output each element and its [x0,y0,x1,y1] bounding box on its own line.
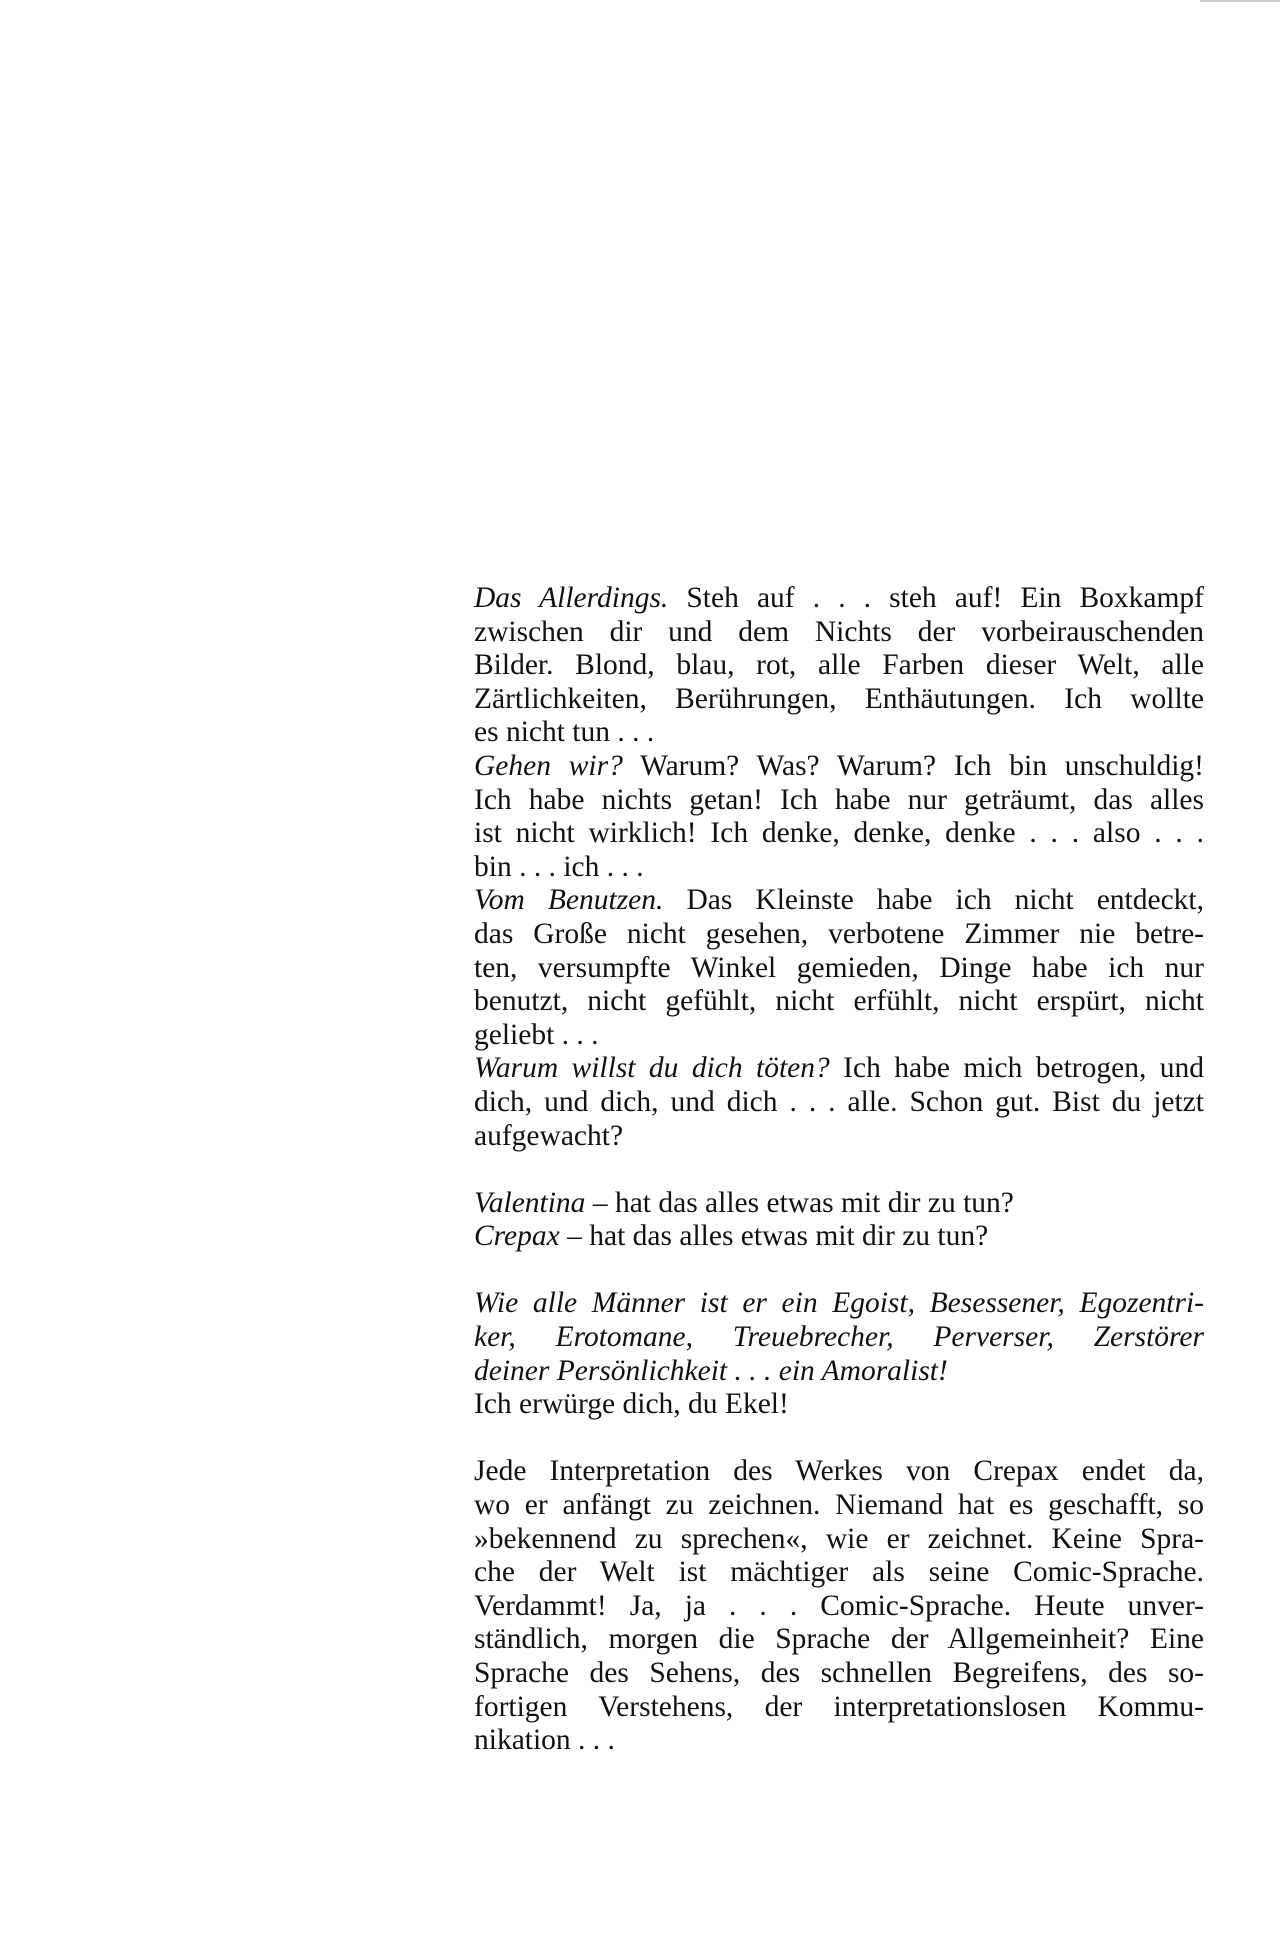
text-line [474,884,1204,918]
text-line [474,1556,1204,1590]
text-block [474,582,1204,1153]
italic-phrase: Vom Benutzen. [474,884,664,917]
italic-phrase: Warum willst du dich töten? [474,1052,830,1085]
text-line [474,851,1204,885]
text-line [474,750,1204,784]
plain-text: Ich habe nichts getan! Ich habe nur geträumt, das alles [474,783,1204,816]
text-line [474,1724,1204,1758]
plain-text: Steh auf . . . steh auf! Ein Boxkampf [668,582,1204,614]
plain-text: – hat das alles etwas mit dir zu tun? [559,1220,989,1253]
text-line [474,918,1204,952]
plain-text: geliebt . . . [474,1018,599,1051]
text-line [474,985,1204,1019]
plain-text: fortigen Verstehens, der interpretationslosen Kommu- [474,1690,1204,1723]
text-line [474,1590,1204,1624]
plain-text: wo er anfängt zu zeichnen. Niemand hat es geschafft, so [474,1489,1204,1522]
plain-text: ist nicht wirklich! Ich denke, denke, denke . . . also . . . [474,817,1204,850]
text-line [474,1086,1204,1120]
plain-text: che der Welt ist mächtiger als seine Comic-Sprache. [474,1556,1204,1589]
plain-text: »bekennend zu sprechen«, wie er zeichnet. Keine Spra- [474,1522,1204,1555]
plain-text: Ich habe mich betrogen, und [829,1052,1204,1085]
text-line [474,1052,1204,1086]
text-line [474,1187,1204,1221]
text-line [474,784,1204,818]
text-block [474,1287,1204,1421]
italic-phrase: Wie alle Männer ist er ein Egoist, Besessener, Egozentri- [474,1287,1204,1320]
plain-text: Sprache des Sehens, des schnellen Begreifens, des so- [474,1657,1204,1689]
text-line [474,1623,1204,1657]
plain-text: dich, und dich, und dich . . . alle. Schon gut. Bist du jetzt [474,1085,1204,1118]
text-block [474,1455,1204,1757]
text-line [474,582,1204,616]
plain-text: es nicht tun . . . [474,716,655,749]
text-line [474,1388,1204,1422]
plain-text: aufgewacht? [474,1119,624,1152]
paragraph-gap [474,1153,1204,1187]
text-line [474,1489,1204,1523]
italic-phrase: Gehen wir? [474,749,623,782]
plain-text: – hat das alles etwas mit dir zu tun? [585,1186,1014,1219]
text-line [474,817,1204,851]
plain-text: nikation . . . [474,1724,615,1757]
plain-text: benutzt, nicht gefühlt, nicht erfühlt, nicht erspürt, nicht [474,985,1204,1018]
text-line [474,649,1204,683]
text-line [474,683,1204,717]
paragraph-gap [474,1422,1204,1456]
plain-text: Warum? Was? Warum? Ich bin unschuldig! [622,749,1204,782]
text-block [474,1187,1204,1254]
text-line [474,1523,1204,1557]
plain-text: Zärtlichkeiten, Berührungen, Enthäutungen. Ich wollte [474,682,1204,715]
page-edge-rule [1200,0,1280,2]
italic-phrase: deiner Persönlichkeit . . . ein Amoralist! [474,1354,948,1387]
paragraph-gap [474,1254,1204,1288]
text-line [474,1321,1204,1355]
plain-text: zwischen dir und dem Nichts der vorbeirauschenden [474,615,1204,648]
text-line [474,1019,1204,1053]
text-line [474,1287,1204,1321]
italic-phrase: Crepax [474,1220,560,1253]
text-line [474,716,1204,750]
italic-phrase: Das Allerdings. [474,582,669,614]
text-line [474,1120,1204,1154]
plain-text: bin . . . ich . . . [474,850,644,883]
italic-phrase: ker, Erotomane, Treuebrecher, Perverser, Zerstörer [474,1321,1204,1354]
text-line [474,1657,1204,1691]
text-column [474,582,1204,1758]
plain-text: Bilder. Blond, blau, rot, alle Farben dieser Welt, alle [474,649,1204,682]
italic-phrase: Valentina [474,1186,586,1219]
plain-text: Verdammt! Ja, ja . . . Comic-Sprache. Heute unver- [474,1589,1204,1622]
plain-text: Ich erwürge dich, du Ekel! [474,1388,789,1421]
plain-text: Jede Interpretation des Werkes von Crepax endet da, [474,1455,1204,1488]
plain-text: Das Kleinste habe ich nicht entdeckt, [663,884,1205,917]
text-line [474,1220,1204,1254]
text-line [474,1455,1204,1489]
text-line [474,1691,1204,1725]
plain-text: ten, versumpfte Winkel gemieden, Dinge habe ich nur [474,951,1204,984]
plain-text: ständlich, morgen die Sprache der Allgemeinheit? Eine [474,1623,1204,1656]
text-line [474,1355,1204,1389]
text-line [474,616,1204,650]
plain-text: das Große nicht gesehen, verbotene Zimmer nie betre- [474,917,1204,950]
text-line [474,952,1204,986]
